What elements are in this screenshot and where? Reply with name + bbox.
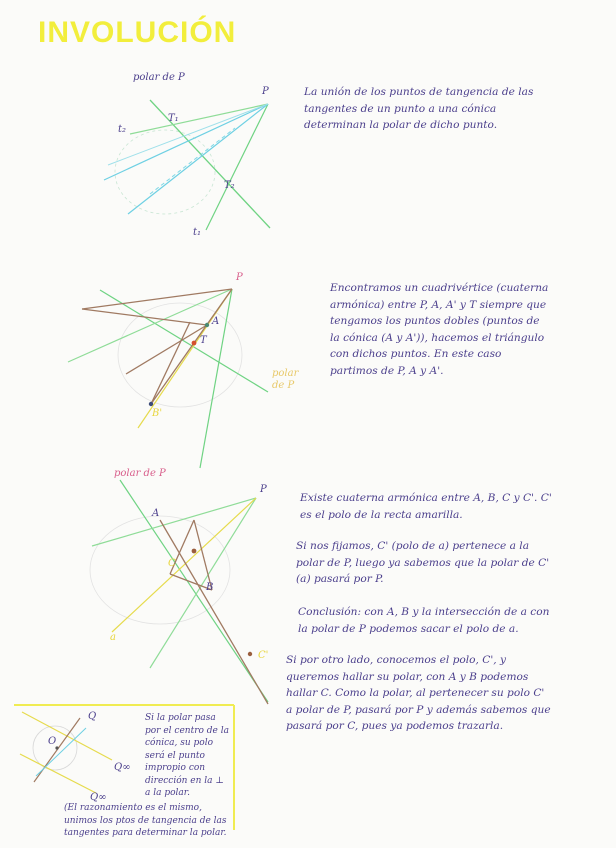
fig1-label-T1: T₁ (168, 113, 179, 124)
fig3-label-A: A (152, 508, 160, 519)
fig1-label-t1: t₁ (193, 227, 202, 238)
section3-para2: Si nos fijamos, C' (polo de a) pertenece a la polar de P, luego ya sabemos que la polar de C' (a) pasará por P. (296, 540, 550, 585)
page-title: INVOLUCIÓN (38, 16, 237, 49)
section2-text: Encontramos un cuadrivértice (cuaterna armónica) entre P, A, A' y T siempre que tengamos los puntos dobles (puntos de la cónica (A y A')), hacemos el triángulo con dichos puntos. En este caso partimos de P, A y A'. (330, 282, 549, 377)
box-label-O: O (48, 736, 57, 747)
fig3-label-a: a (110, 632, 116, 643)
section1-text: La unión de los puntos de tangencia de las tangentes de un punto a una cónica determinan la polar de dicho punto. (304, 86, 534, 131)
fig3-label-polar: polar de P (114, 468, 166, 479)
section3-para3: Conclusión: con A, B y la intersección de a con la polar de P podemos sacar el polo de a. (298, 606, 550, 635)
box-label-Qinf2: Q∞ (90, 792, 107, 803)
fig2-label-P: P (236, 272, 243, 283)
box-text: Si la polar pasa por el centro de la cónica, su polo será el punto impropio con dirección en la ⊥ a la polar. (145, 713, 229, 798)
fig3-label-C2: C' (258, 650, 269, 661)
section3-para4: Si por otro lado, conocemos el polo, C', y queremos hallar su polar, con A y B podemos hallar C. Como la polar, al pertenecer su polo C' a polar de P, pasará por P y además sabemos que pasará por C, pues ya podemos trazarla. (286, 654, 551, 732)
box-line-yellow-2 (20, 754, 96, 793)
fig3-label-C: C (168, 558, 176, 569)
box-label-Q: Q (88, 711, 97, 722)
fig1-label-T2: T₂ (224, 180, 235, 191)
fig3-label-B: B (206, 582, 214, 593)
fig2-label-A: A (212, 316, 220, 327)
box-label-Qinf1: Q∞ (114, 762, 131, 773)
section3-para1: Existe cuaterna armónica entre A, B, C y C'. C' es el polo de la recta amarilla. (300, 492, 552, 521)
fig2-label-polar: polar de P (272, 368, 299, 391)
fig1-label-t2: t₂ (118, 124, 127, 135)
box-note: (El razonamiento es el mismo, unimos los ptos de tangencia de las tangentes para determinar la polar. (64, 803, 227, 838)
fig2-label-B: B' (152, 408, 163, 419)
fig1-label-P: P (262, 86, 269, 97)
fig1-label-polar: polar de P (133, 72, 185, 83)
fig3-label-P: P (260, 484, 267, 495)
fig2-label-T: T (200, 335, 207, 346)
